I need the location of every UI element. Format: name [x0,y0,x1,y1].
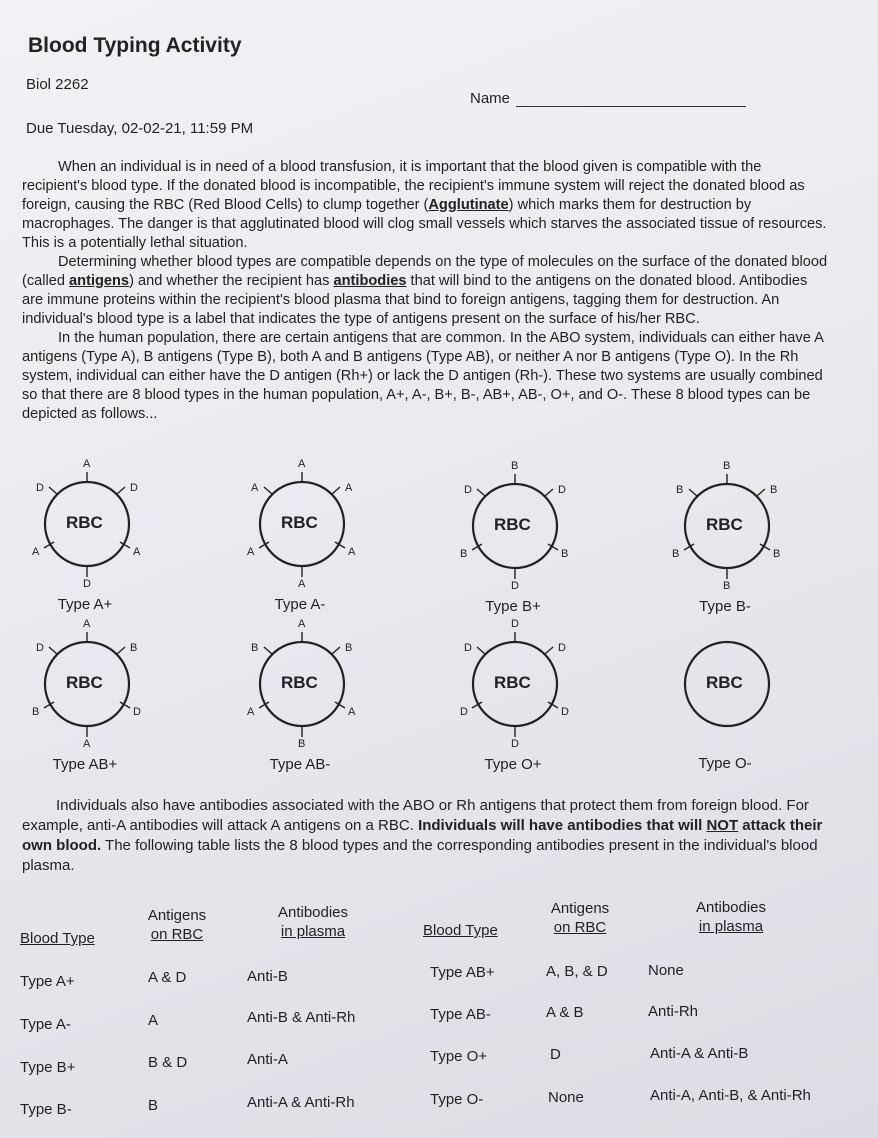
table-row-type: Type A- [20,1016,71,1033]
antigen-label: D [561,706,569,718]
antigen-label: A [83,458,91,470]
rbc-cell [245,460,365,620]
table-row-antibodies: Anti-A & Anti-Rh [247,1094,355,1111]
table-row-type: Type A+ [20,973,75,990]
antibody-paragraph: Individuals also have antibodies associated with the ABO or Rh antigens that protect them from foreign blood. For example, anti-A antibodies will attack A antigens on a RBC. Individuals will have antibodies that will NOT attack their own blood. The following table lists the 8 blood types and the corresponding antibodies present in the individual's blood plasma. [22,797,823,874]
header-blood-type-right: Blood Type [423,922,498,939]
table-row-antigens: A, B, & D [546,963,608,980]
antigen-label: A [133,546,141,558]
intro-paragraph-2: Determining whether blood types are compatible depends on the type of molecules on the surface of the donated blood (called antigens) and whether the recipient has antibodies that will bind to the antigens on the donated blood. Antibodies are immune proteins within the recipient's blood plasma that bind to foreign antigens, tagging them for destruction. An individual's blood type is a label that indicates the type of antigens present on the surface of his/her RBC. [22,254,828,327]
antigen-label: A [345,482,353,494]
table-row-antigens: D [550,1046,561,1063]
antigen-label: A [32,546,40,558]
antigen-label: D [511,738,519,750]
antigen-label: B [130,642,138,654]
table-row-type: Type AB+ [430,964,495,981]
antigen-label: D [558,642,566,654]
table-row-antibodies: Anti-A & Anti-B [650,1045,749,1062]
antigen-label: D [83,578,91,590]
table-row-type: Type O+ [430,1048,488,1065]
rbc-cell [458,462,578,622]
table-row-type: Type B- [20,1101,72,1118]
antigen-label: B [723,460,731,472]
antigen-label: D [133,706,141,718]
blood-type-label: Type O+ [484,756,542,773]
antigen-label: A [247,546,255,558]
name-field [470,90,746,107]
rbc-cell [30,460,150,620]
antigen-label: A [298,578,306,590]
antigen-label: A [298,618,306,630]
antigen-label: B [672,548,680,560]
table-row-antibodies: None [648,962,684,979]
blood-type-label: Type A+ [57,596,113,613]
antigen-label: D [464,642,472,654]
antigen-label: A [83,618,91,630]
antigen-label: D [558,484,566,496]
blood-type-label: Type B+ [485,598,541,615]
antigen-label: B [723,580,731,592]
table-row-antigens: B & D [148,1054,188,1071]
term-antigens: antigens [69,273,130,289]
antigen-label: A [348,546,356,558]
rbc-label: RBC [494,673,531,692]
table-row-antigens: None [548,1089,584,1106]
table-row-antibodies: Anti-B & Anti-Rh [247,1009,356,1026]
antigen-label: D [130,482,138,494]
table-row-type: Type O- [430,1091,484,1108]
intro-paragraph-1: When an individual is in need of a blood transfusion, it is important that the blood given is compatible with the recipient's blood type. If the donated blood is incompatible, the recipient's immune system will reject the donated blood as foreign, causing the RBC (Red Blood Cells) to clump together (Agglutinate) which marks them for destruction by macrophages. The danger is that agglutinated blood will clog small vessels which starves the associated tissue of resources. This is a potentially lethal situation. [22,159,827,251]
due-date: Due Tuesday, 02-02-21, 11:59 PM [26,120,254,137]
blood-type-label: Type AB- [269,756,331,773]
blood-type-label: Type A- [274,596,326,613]
rbc-cell [670,462,790,622]
intro-paragraph-3: In the human population, there are certain antigens that are common. In the ABO system, individuals can either have A antigens (Type A), B antigens (Type B), both A and B antigens (Type AB), or neither A nor B antigens (Type O). In the Rh system, individual can either have the D antigen (Rh+) or lack the D antigen (Rh-). These two systems are usually combined so that there are 8 blood types in the human population, A+, A-, B+, B-, AB+, AB-, O+, and O-. These 8 blood types can be depicted as follows... [22,330,824,422]
blood-type-label: Type B- [699,598,751,615]
rbc-label: RBC [66,673,103,692]
table-row-antibodies: Anti-B [247,968,288,985]
table-row-antibodies: Anti-Rh [648,1003,699,1020]
antigen-label: A [298,458,306,470]
intro-text [22,158,828,424]
emphasis-not: NOT [706,817,739,834]
table-row-antibodies: Anti-A, Anti-B, & Anti-Rh [650,1087,811,1104]
rbc-cell [30,620,150,780]
antigen-label: A [247,706,255,718]
header-antibodies-right: Antibodies in plasma [695,899,767,935]
table-row-type: Type AB- [430,1006,491,1023]
header-blood-type-left: Blood Type [20,930,95,947]
antigen-label: B [561,548,569,560]
antigen-label: B [770,484,778,496]
antigen-label: B [676,484,684,496]
rbc-label: RBC [66,513,103,532]
table-row-antigens: A & D [148,969,187,986]
antigen-label: B [511,460,519,472]
header-antigens-left: Antigens on RBC [147,907,207,943]
term-antibodies: antibodies [333,273,407,289]
blood-type-label: Type O- [698,755,752,772]
antigen-label: D [36,482,44,494]
rbc-label: RBC [281,513,318,532]
antigen-label: D [460,706,468,718]
rbc-label: RBC [281,673,318,692]
antigen-label: B [773,548,781,560]
term-agglutinate: Agglutinate [428,197,509,213]
antigen-label: D [511,618,519,630]
antigen-label: A [83,738,91,750]
table-row-antigens: A & B [546,1004,584,1021]
course-code: Biol 2262 [26,76,89,93]
antigen-label: D [36,642,44,654]
name-line [516,92,746,107]
rbc-label: RBC [494,515,531,534]
name-label: Name [470,90,511,107]
antigen-label: B [298,738,306,750]
table-row-antigens: A [148,1012,159,1029]
table-row-antigens: B [148,1097,159,1114]
rbc-label: RBC [706,673,743,692]
rbc-label: RBC [706,515,743,534]
antigen-label: B [32,706,40,718]
antigen-label: D [511,580,519,592]
antigen-label: D [464,484,472,496]
rbc-cell [670,620,790,780]
antigen-label: B [251,642,259,654]
page-title: Blood Typing Activity [28,34,242,57]
header-antigens-right: Antigens on RBC [550,900,610,936]
blood-type-label: Type AB+ [52,756,118,773]
rbc-cell [458,620,578,780]
antigen-label: B [345,642,353,654]
antigen-label: B [460,548,468,560]
header-antibodies-left: Antibodies in plasma [277,904,349,940]
antigen-label: A [348,706,356,718]
rbc-cell [245,620,365,780]
antigen-label: A [251,482,259,494]
table-row-type: Type B+ [20,1059,76,1076]
table-row-antibodies: Anti-A [247,1051,288,1068]
